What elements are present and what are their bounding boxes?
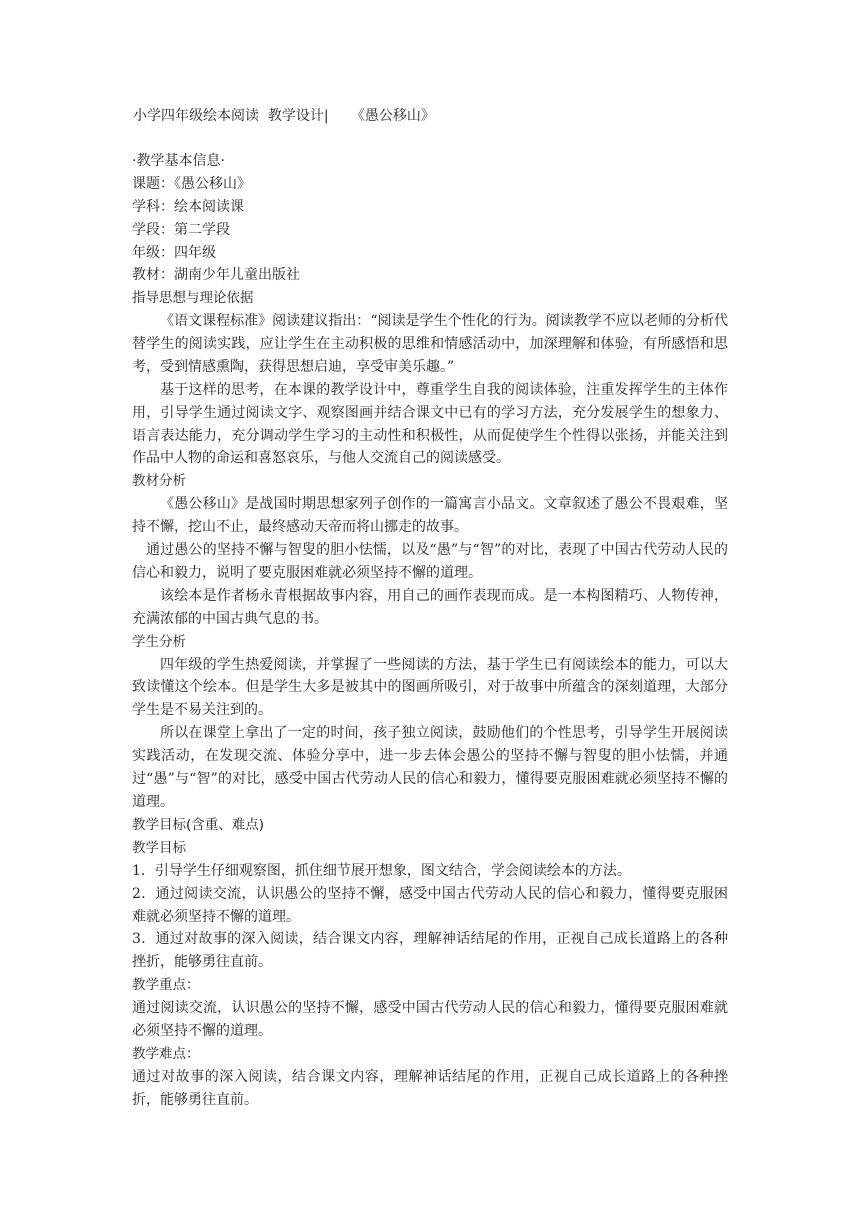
key-point-text: 通过阅读交流，认识愚公的坚持不懈，感受中国古代劳动人民的信心和毅力，懂得要克服困难就必须坚持不懈的道理。 [132,1000,728,1040]
section-heading-objectives: 教学目标(含重、难点) [132,816,265,833]
info-topic: 课题：《愚公移山》 [132,175,251,192]
basic-info-block [132,150,728,310]
section-heading-guiding: 指导思想与理论依据 [132,290,254,307]
guiding-paragraph-1: 《语文课程标准》阅读建议指出：“阅读是学生个性化的行为。阅读教学不应以老师的分析代替学生的阅读实践，应让学生在主动积极的思维和情感活动中，加深理解和体验，有所感悟和思考，受到情感熏陶，获得思想启迪，享受审美乐趣。” [132,313,728,375]
difficult-point-text: 通过对故事的深入阅读，结合课文内容，理解神话结尾的作用，正视自己成长道路上的各种挫折，能够勇往直前。 [132,1068,728,1108]
students-paragraph-2: 所以在课堂上拿出了一定的时间，孩子独立阅读，鼓励他们的个性思考，引导学生开展阅读实践活动，在发现交流、体验分享中，进一步去体会愚公的坚持不懈与智叟的胆小怯懦，并通过“愚”与“智”的对比，感受中国古代劳动人民的信心和毅力，懂得要克服困难就必须坚持不懈的道理。 [132,725,728,810]
material-paragraph-2: 通过愚公的坚持不懈与智叟的胆小怯懦，以及“愚”与“智”的对比，表现了中国古代劳动人民的信心和毅力，说明了要克服困难就必须坚持不懈的道理。 [132,542,728,581]
objective-item-1: 1．引导学生仔细观察图，抓住细节展开想象，图文结合，学会阅读绘本的方法。 [132,862,631,879]
students-paragraph-1: 四年级的学生热爱阅读，并掌握了一些阅读的方法，基于学生已有阅读绘本的能力，可以大致读懂这个绘本。但是学生大多是被其中的图画所吸引，对于故事中所蕴含的深刻道理，大部分学生是不易关注到的。 [132,656,728,719]
section-heading-students: 学生分析 [132,633,186,650]
guiding-paragraph-2: 基于这样的思考，在本课的教学设计中，尊重学生自我的阅读体验，注重发挥学生的主体作用，引导学生通过阅读文字、观察图画并结合课文中已有的学习方法，充分发展学生的想象力、语言表达能力，充分调动学生学习的主动性和积极性，从而促使学生个性得以张扬，并能关注到作品中人物的命运和喜怒哀乐，与他人交流自己的阅读感受。 [132,381,728,467]
guiding-section [132,310,728,1112]
info-stage: 学段：第二学段 [132,221,230,238]
objective-item-3: 3．通过对故事的深入阅读，结合课文内容，理解神话结尾的作用，正视自己成长道路上的各种挫折，能够勇往直前。 [132,931,728,971]
basic-info-heading: ·教学基本信息· [132,153,225,169]
subheading-objectives: 教学目标 [132,839,186,856]
material-paragraph-1: 《愚公移山》是战国时期思想家列子创作的一篇寓言小品文。文章叙述了愚公不畏艰难，坚持不懈，挖山不止，最终感动天帝而将山挪走的故事。 [132,496,728,536]
info-subject: 学科：绘本阅读课 [132,198,244,215]
difficult-point-heading: 教学难点： [132,1045,200,1062]
document-title: 小学四年级绘本阅读 教学设计| 《愚公移山》 [133,108,435,124]
info-textbook: 教材：湖南少年儿童出版社 [132,267,300,284]
material-paragraph-3: 该绘本是作者杨永青根据故事内容，用自己的画作表现而成。是一本构图精巧、人物传神，充满浓郁的中国古典气息的书。 [132,587,728,627]
key-point-heading: 教学重点： [132,977,200,994]
objective-item-2: 2．通过阅读交流，认识愚公的坚持不懈，感受中国古代劳动人民的信心和毅力，懂得要克服困难就必须坚持不懈的道理。 [132,885,728,925]
section-heading-material: 教材分析 [132,473,186,490]
info-grade: 年级：四年级 [132,244,216,261]
